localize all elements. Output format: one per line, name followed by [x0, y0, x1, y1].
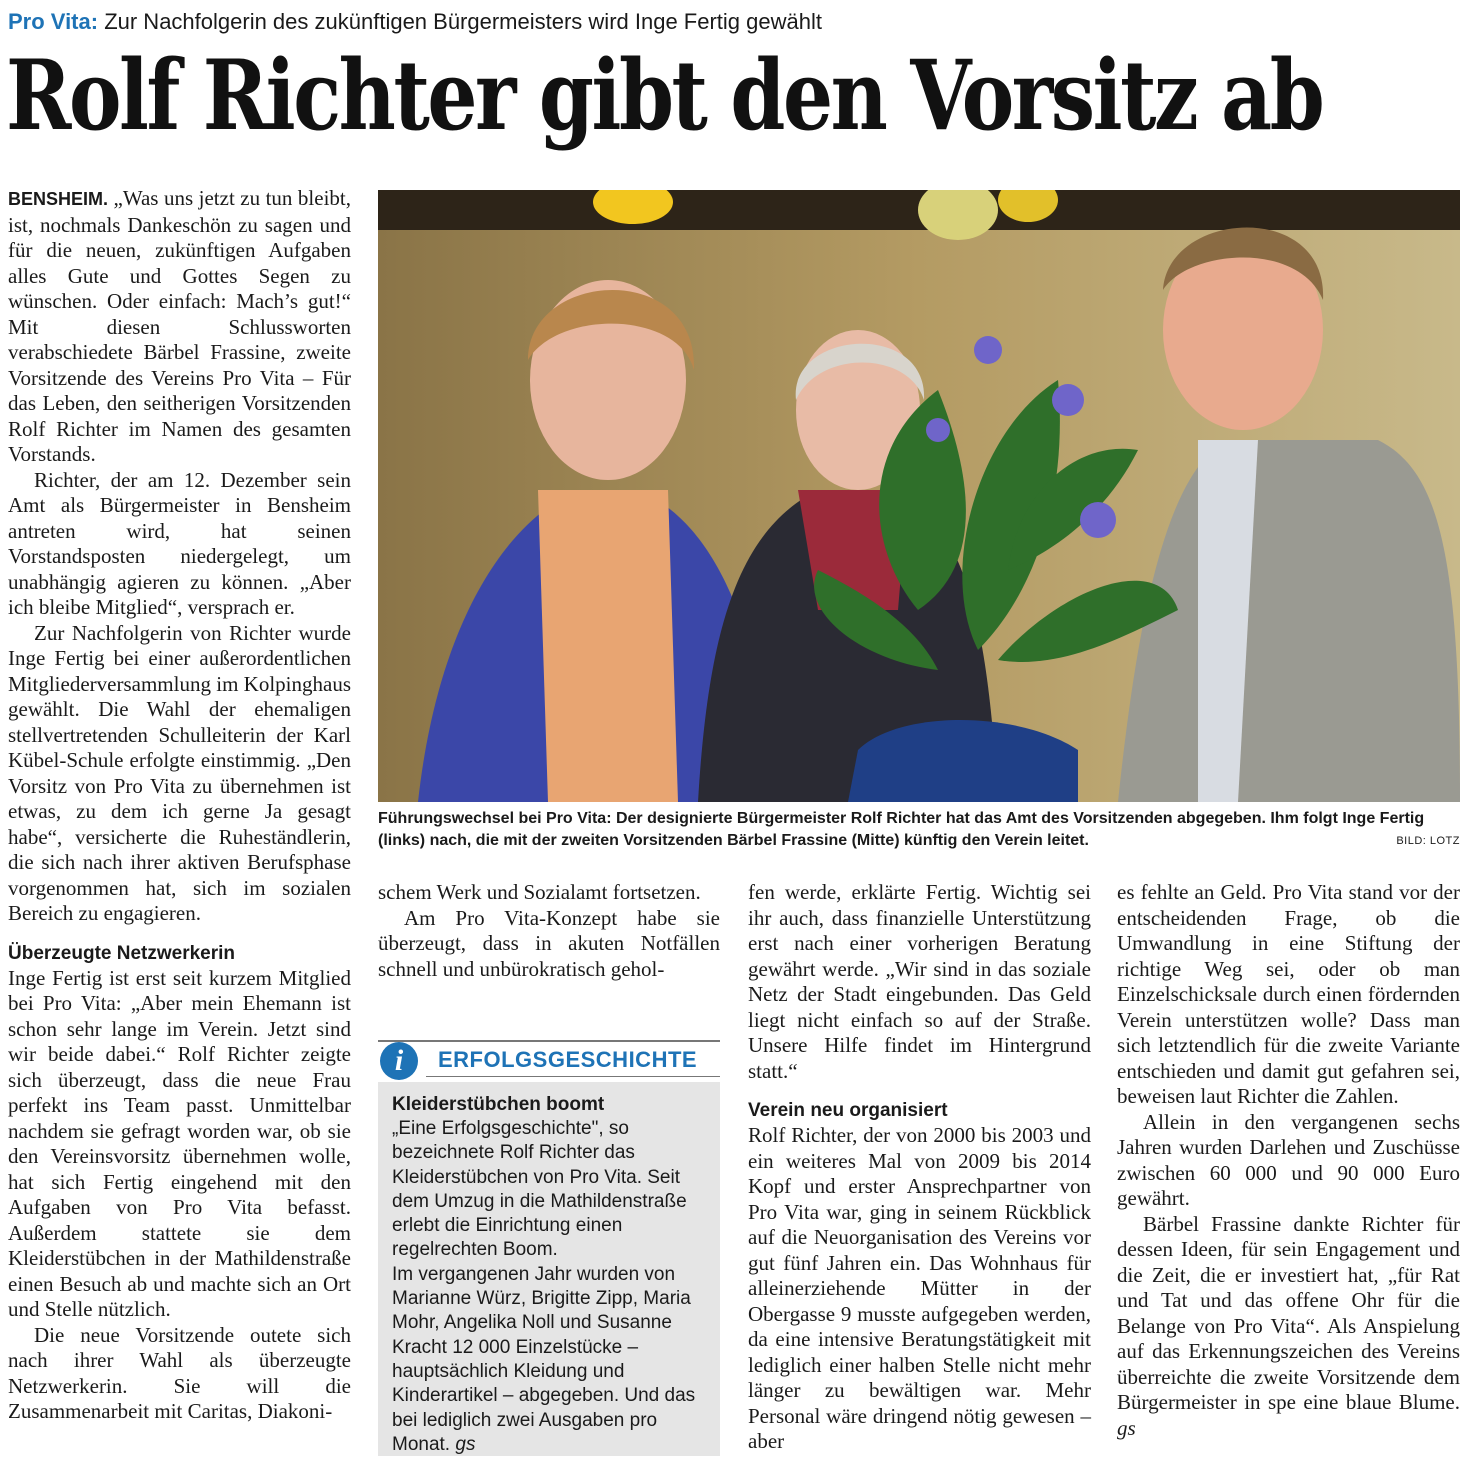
article-column-3 [748, 880, 1091, 1455]
article-paragraph: Rolf Richter, der von 2000 bis 2003 und ein weiteres Mal von 2009 bis 2014 Kopf und erster Ansprechpartner von Pro Vita war, ging in seinem Rückblick auf die Neuorganisation des Vereins vor gut fünf Jahren ein. Das Wohnhaus für alleinerziehende Mütter in der Obergasse 9 musste aufgegeben werden, da eine intensive Beratungstätigkeit mit lediglich einer halben Stelle nicht mehr länger zu bewältigen war. Mehr Personal wäre dringend nötig gewesen – aber [748, 1123, 1091, 1453]
article-author: gs [1117, 1415, 1136, 1440]
article-column-4 [1117, 880, 1460, 1441]
article-column-2 [378, 880, 720, 982]
headline: Rolf Richter gibt den Vorsitz ab [6, 39, 1323, 152]
kicker-label: Pro Vita: [8, 9, 99, 34]
dateline: BENSHEIM. [8, 189, 109, 209]
caption-text: Führungswechsel bei Pro Vita: Der designierte Bürgermeister Rolf Richter hat das Amt des Vorsitzenden abgegeben. Ihm folgt Inge Fertig (links) nach, die mit der zweiten Vorsitzenden Bärbel Frassine (Mitte) künftig den Verein leitet. [378, 810, 1425, 849]
infobox-title: ERFOLGSGESCHICHTE [438, 1047, 698, 1072]
article-paragraph: Die neue Vorsitzende outete sich nach ihrer Wahl als überzeugte Netzwerkerin. Sie will die Zusammenarbeit mit Caritas, Diakoni- [8, 1322, 351, 1423]
infobox-author: gs [455, 1433, 476, 1455]
article-paragraph: Bärbel Frassine dankte Richter für dessen Ideen, für sein Engagement und die Zeit, die er investiert hat, „für Rat und Tat und das offene Ohr für die Belange von Pro Vita“. Als Anspielung auf das Erkennungszeichen des Vereins überreichte die zweite Vorsitzende dem Bürgermeister in spe eine blaue Blume. gs [1117, 1211, 1460, 1440]
infobox-header [378, 1040, 720, 1082]
article-paragraph: BENSHEIM. „Was uns jetzt zu tun bleibt, ist, nochmals Dankeschön zu sagen und für die neuen, zukünftigen Aufgaben alles Gute und Gottes Segen zu wünschen. Oder einfach: Mach’s gut!“ Mit diesen Schlussworten verabschiedete Bärbel Frassine, zweite Vorsitzende des Vereins Pro Vita – Für das Leben, den seitherigen Vorsitzenden Rolf Richter im Namen des gesamten Vorstands. [8, 186, 352, 466]
infobox-paragraph: Im vergangenen Jahr wurden von Marianne Würz, Brigitte Zipp, Maria Mohr, Angelika Noll und Susanne Kracht 12 000 Einzelstücke – hauptsächlich Kleidung und Kinderartikel – abgegeben. Und das bei lediglich zwei Ausgaben pro Monat. gs [392, 1263, 696, 1455]
article-paragraph: Richter, der am 12. Dezember sein Amt als Bürgermeister in Bensheim antreten wird, hat seinen Vorstandsposten niedergelegt, um unabhängig agieren zu können. „Aber ich bleibe Mitglied“, versprach er. [8, 467, 351, 619]
photo-illustration [378, 190, 1460, 802]
kicker-text: Zur Nachfolgerin des zukünftigen Bürgermeisters wird Inge Fertig gewählt [104, 9, 822, 34]
article-paragraph: es fehlte an Geld. Pro Vita stand vor der entscheidenden Frage, ob die Umwandlung in eine Stiftung der richtige Weg sei, oder ob man Einzelschicksale durch einen fördernden Verein unterstützen wolle? Dass man sich letztendlich für die zweite Variante entschieden und damit gut gefahren sei, beweisen laut Richter die Zahlen. [1117, 880, 1460, 1108]
subheading: Überzeugte Netzwerkerin [8, 942, 236, 964]
infobox-divider [426, 1076, 720, 1077]
article-paragraph: Inge Fertig ist erst seit kurzem Mitglied bei Pro Vita: „Aber mein Ehemann ist schon sehr lange im Verein. Jetzt sind wir beide dabei.“ Rolf Richter zeigte sich überzeugt, dass die neue Frau perfekt ins Team passt. Unmittelbar nachdem sie gefragt worden war, ob sie den Vereinsvorsitz übernehmen wolle, hat sich Fertig eingehend mit den Aufgaben von Pro Vita befasst. Außerdem stattete sie dem Kleiderstübchen in der Mathildenstraße einen Besuch ab und machte sich an Ort und Stelle nützlich. [8, 965, 351, 1321]
info-icon: i [380, 1042, 418, 1080]
infobox [378, 1040, 720, 1456]
article-photo [378, 190, 1460, 802]
infobox-body [392, 1092, 710, 1457]
infobox-paragraph: „Eine Erfolgsgeschichte", so bezeichnete Rolf Richter das Kleiderstübchen von Pro Vita. Seit dem Umzug in die Mathildenstraße erlebt die Einrichtung einen regelrechten Boom. [392, 1118, 687, 1261]
article-paragraph: Zur Nachfolgerin von Richter wurde Inge Fertig bei einer außerordentlichen Mitgliederversammlung im Kolpinghaus gewählt. Die Wahl der ehemaligen stellvertretenden Schulleiterin der Karl Kübel-Schule erfolgte einstimmig. „Den Vorsitz von Pro Vita zu übernehmen ist etwas, zu dem ich gerne Ja gesagt habe“, versicherte die Ruheständlerin, die sich nach ihrer aktiven Berufsphase vorgenommen hat, sich im sozialen Bereich zu engagieren. [8, 620, 351, 925]
photo-caption [378, 808, 1460, 852]
subheading: Verein neu organisiert [748, 1100, 948, 1121]
article-paragraph: fen werde, erklärte Fertig. Wichtig sei ihr auch, dass finanzielle Unterstützung erst nach einer vorherigen Beratung gewährt werde. „Wir sind in das soziale Netz der Stadt eingebunden. Das Geld liegt nicht einfach so auf der Straße. Unsere Hilfe findet im Hintergrund statt.“ [748, 880, 1091, 1083]
photo-credit: BILD: LOTZ [1396, 835, 1460, 847]
article-paragraph: Allein in den vergangenen sechs Jahren wurden Darlehen und Zuschüsse zwischen 60 000 und 90 000 Euro gewährt. [1117, 1109, 1460, 1210]
article-paragraph: Am Pro Vita-Konzept habe sie überzeugt, dass in akuten Notfällen schnell und unbürokratisch gehol- [378, 905, 720, 981]
infobox-heading: Kleiderstübchen boomt [392, 1094, 605, 1115]
article-column-1 [8, 186, 351, 1425]
kicker [8, 8, 822, 36]
article-paragraph: schem Werk und Sozialamt fortsetzen. [378, 880, 701, 904]
